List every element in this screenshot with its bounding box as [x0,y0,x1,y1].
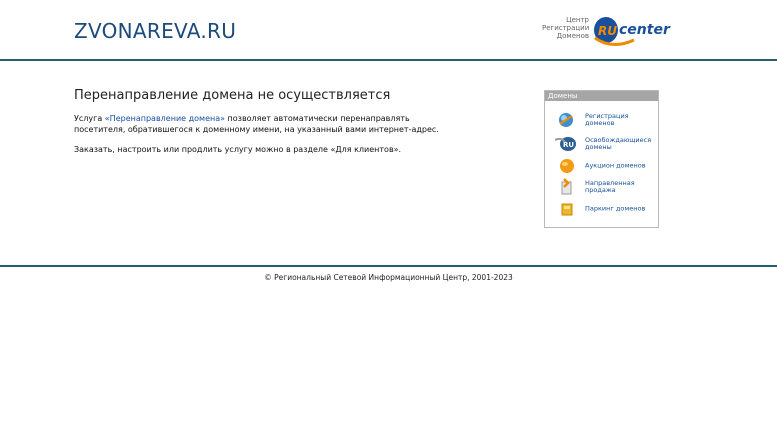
order-instructions: Заказать, настроить или продлить услугу можно в разделе «Для клиентов». [74,145,402,154]
sidebar-item-direct-sale[interactable] [545,177,658,197]
sidebar-item-label: Направленная продажа [585,179,635,194]
site-title: ZVONAREVA.RU [74,19,237,43]
ru-badge-icon [555,134,577,154]
sidebar-item-label: Регистрация доменов [585,112,629,127]
sidebar-item-registration[interactable] [545,110,658,130]
page-title: Перенаправление домена не осуществляется [74,88,391,103]
globe-icon [555,110,577,130]
logo-brand-text: center [619,22,670,38]
footer-copyright: © Региональный Сетевой Информационный Центр, 2001-2023 [264,273,513,282]
direct-sale-icon [555,177,577,197]
description-line2: посетителя, обратившегося к доменному имени, на указанный вами интернет-адрес. [74,125,439,134]
logo-caption-line2: Регистрации [542,24,590,32]
auction-icon [555,156,577,176]
sidebar-item-label: Аукцион доменов [585,161,646,170]
description-prefix: Услуга [74,114,105,123]
domains-sidebar [544,90,659,228]
parking-icon [555,199,577,219]
description-suffix: позволяет автоматически перенаправлять [225,114,410,123]
footer-divider [0,265,777,267]
svg-text:RU: RU [563,141,575,149]
logo-caption-line1: Центр [566,16,589,24]
header-divider [0,59,777,61]
sidebar-item-label: Освобождающиеся домены [585,136,652,151]
sidebar-item-auction[interactable] [545,156,658,176]
rucenter-logo[interactable] [542,14,672,50]
logo-mark-ru: RU [598,24,617,38]
sidebar-item-expiring[interactable] [545,134,658,154]
rucenter-logo-mark [592,14,672,50]
logo-caption [542,16,589,40]
sidebar-item-label: Паркинг доменов [585,204,646,213]
logo-caption-line3: Доменов [556,32,589,40]
sidebar-item-parking[interactable] [545,199,658,219]
sidebar-heading: Домены [545,91,658,101]
header [0,0,777,59]
service-description [74,113,439,135]
redirect-service-link[interactable]: «Перенаправление домена» [104,114,226,123]
